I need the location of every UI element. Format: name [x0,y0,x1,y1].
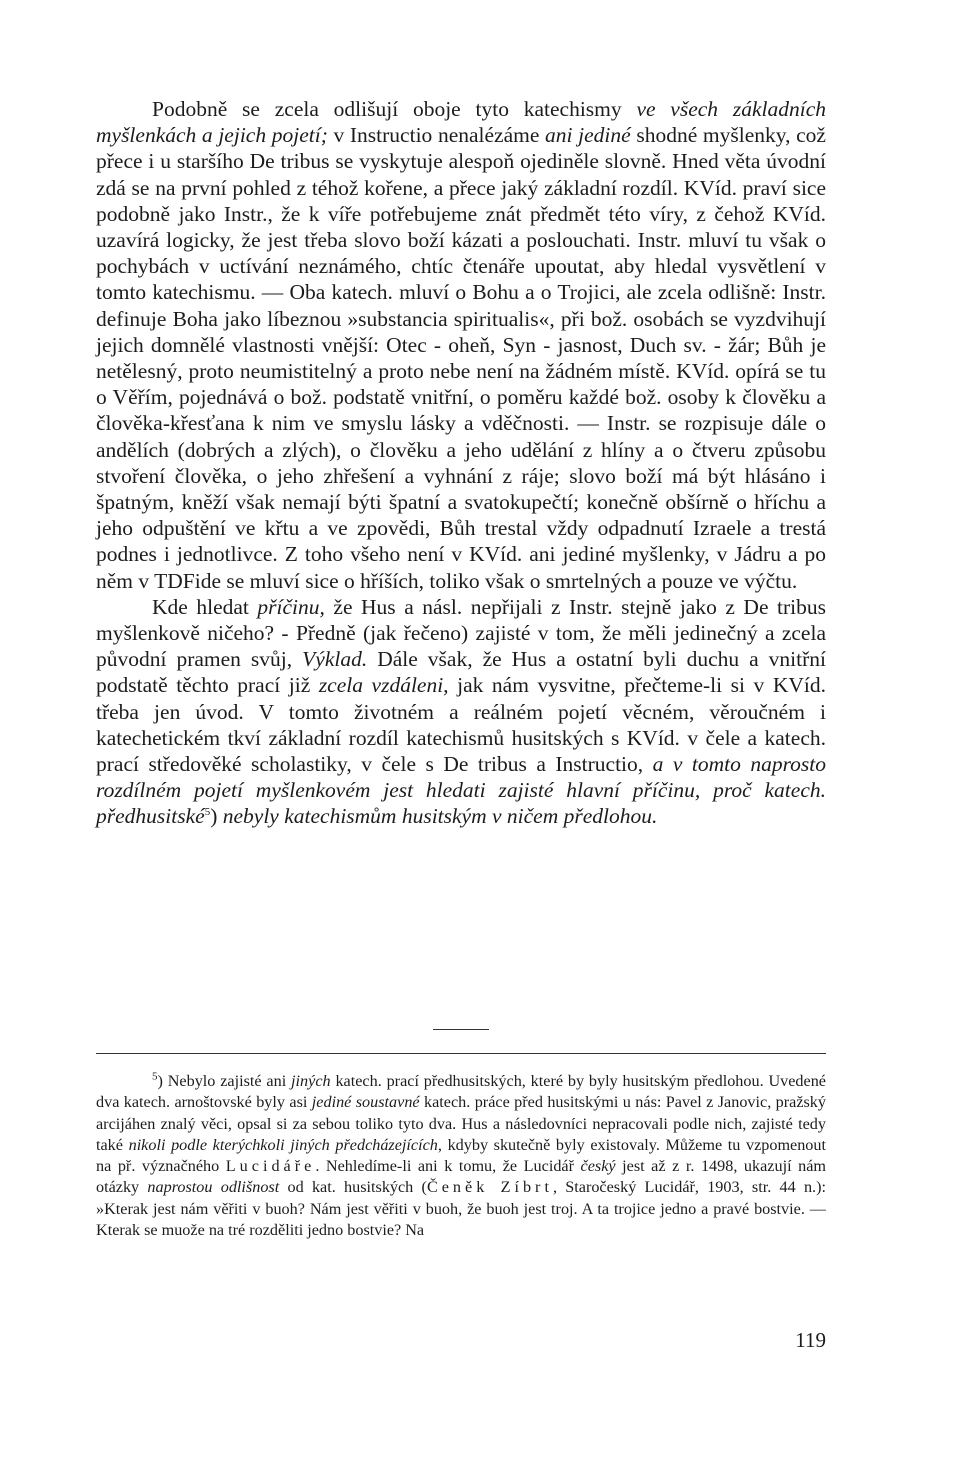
text-run: že Hus a násl. nepřijali z Instr. stejně jako z De tribus myšlenkově ničeho? - Předně (jak řečeno) zajisté v tom, že měli jedinečný a zcela původní pramen svůj, [96,594,826,672]
text-run: shodné myšlenky, což přece i u staršího De tribus se vyskytuje alespoň ojediněle slovně. Hned věta úvodní zdá se na první pohled z téhož kořene, a přece jaký základní rozdíl. KVíd. praví sice podobně jako Instr., že k víře potřebujeme znát předmět této víry, z čehož KVíd. uzavírá logicky, že jest třeba slovo boží kázati a poslouchati. Instr. mluví tu však o pochybách v uctívání neznámého, chtíc čtenáře upoutat, aby hledal vysvětlení v tomto katechismu. — Oba katech. mluví o Bohu a o Trojici, ale zcela odlišně: Instr. definuje Boha jako líbeznou »substancia spiritualis«, při bož. osobách se vyzdvihují jejich domnělé vlastnosti vnější: Otec - oheň, Syn - jasnost, Duch sv. - žár; Bůh je netělesný, proto neumistitelný a proto nebe není na žádném místě. KVíd. opírá se tu o Věřím, pojednává o bož. podstatě vnitřní, o poměru každé bož. osoby k člověku a člověka-křesťana k nim ve smyslu lásky a vděčnosti. — Instr. se rozpisuje dále o andělích (dobrých a zlých), o člověku a jeho udělání z hlíny a o čtveru způsobu stvoření člověka, o jeho zhřešení a vyhnání z ráje; slovo boží má být hlásáno i špatným, kněží však nemají býti špatní a svatokupečtí; konečně obšírně o hříchu a jeho odpuštění ve křtu a ve zpovědi, Bůh trestal vždy odpadnutí Izraele a trestá podnes i jednotlivce. Z toho všeho není v KVíd. ani jediné myšlenky, v Jádru a po něm v TDFide se mluví sice o hříších, toliko však o smrtelných a pouze ve výčtu. [96,123,826,593]
text-run: ) Nebylo zajisté ani [157,1072,292,1090]
italic-run: příčinu, [257,594,325,619]
main-text [96,96,826,830]
italic-run: ve všech základních myšlenkách a jejich pojetí; [96,97,826,148]
text-run: Podobně se zcela odlišují oboje tyto katechismy [152,97,637,121]
page-number: 119 [795,1328,826,1352]
italic-run: český [580,1157,616,1176]
text-run: , Staročeský Lucidář, 1903, str. 44 n.): »Kterak jest nám věřiti v buoh? Nám jest věřiti v buoh, že buoh jest troj. A ta trojice jedno a pravé bostvie. — Kterak se muože na tré rozděliti jedno bostvie? Na [96,1178,826,1240]
text-run: v Instructio nenalézáme [327,123,546,148]
spaced-name: Lucidáře [225,1157,316,1176]
italic-run: nebyly katechismům husitským v ničem předlohou. [222,804,658,829]
text-run: katech. práce před husitskými u nás: Pavel z Janovic, pražský arcijáhen znalý věci, opsal si za sebou toliko tyto dva. Hus a následovníci nepracovali podle nich, zajisté tedy také [96,1093,826,1154]
text-run: Kde hledat [152,594,258,619]
italic-run: jediné soustavné [311,1093,420,1112]
text-run: . Nehledíme-li ani k tomu, že Lucidář [315,1157,581,1176]
text-run: jak nám vysvitne, přečteme-li si v KVíd. třeba jen úvod. V tomto životném a reálném pojetí věcném, věroučném i katechetickém tkví základní rozdíl katechismů husitských s KVíd. v čele a katech. prací středověké scholastiky, v čele s De tribus a Instructio, [96,673,827,777]
italic-run: naprostou odlišnost [147,1178,280,1197]
text-run: jest až z r. 1498, ukazují nám otázky [96,1157,826,1197]
footnote-separator [96,1053,826,1054]
footnote-reference: 5 [204,806,211,819]
text-run: Dále však, že Hus a ostatní byli duchu a vnitřní podstatě těchto prací již [96,647,826,698]
italic-run: Výklad. [302,647,368,672]
text-run: katech. prací předhusitských, které by byly husitským předlohou. Uvedené dva katech. arnoštovské byly asi [96,1072,826,1112]
italic-run: nikoli podle kterýchkoli jiných předcházejících, [128,1135,442,1154]
italic-run: zcela vzdáleni, [318,673,449,698]
paragraph-2 [96,594,826,830]
spaced-name: Čeněk Zíbrt [426,1178,553,1197]
italic-run: ani jediné [545,123,631,148]
text-run: kdyby skutečně byly existovaly. Můžeme tu vzpomenout na př. význačného [96,1135,826,1176]
footnote-mark: 5 [152,1070,158,1083]
text-run: ) [210,804,223,829]
section-end-rule [433,1029,489,1030]
italic-run: a v tomto naprosto rozdílném pojetí myšlenkovém jest hledati zajisté hlavní příčinu, proč katech. předhusitské [96,752,826,829]
footnote-text [96,1071,826,1241]
paragraph-1 [96,96,826,594]
footnote-5 [96,1071,826,1241]
italic-run: jiných [291,1072,331,1090]
text-run: od kat. husitských ( [279,1178,427,1197]
